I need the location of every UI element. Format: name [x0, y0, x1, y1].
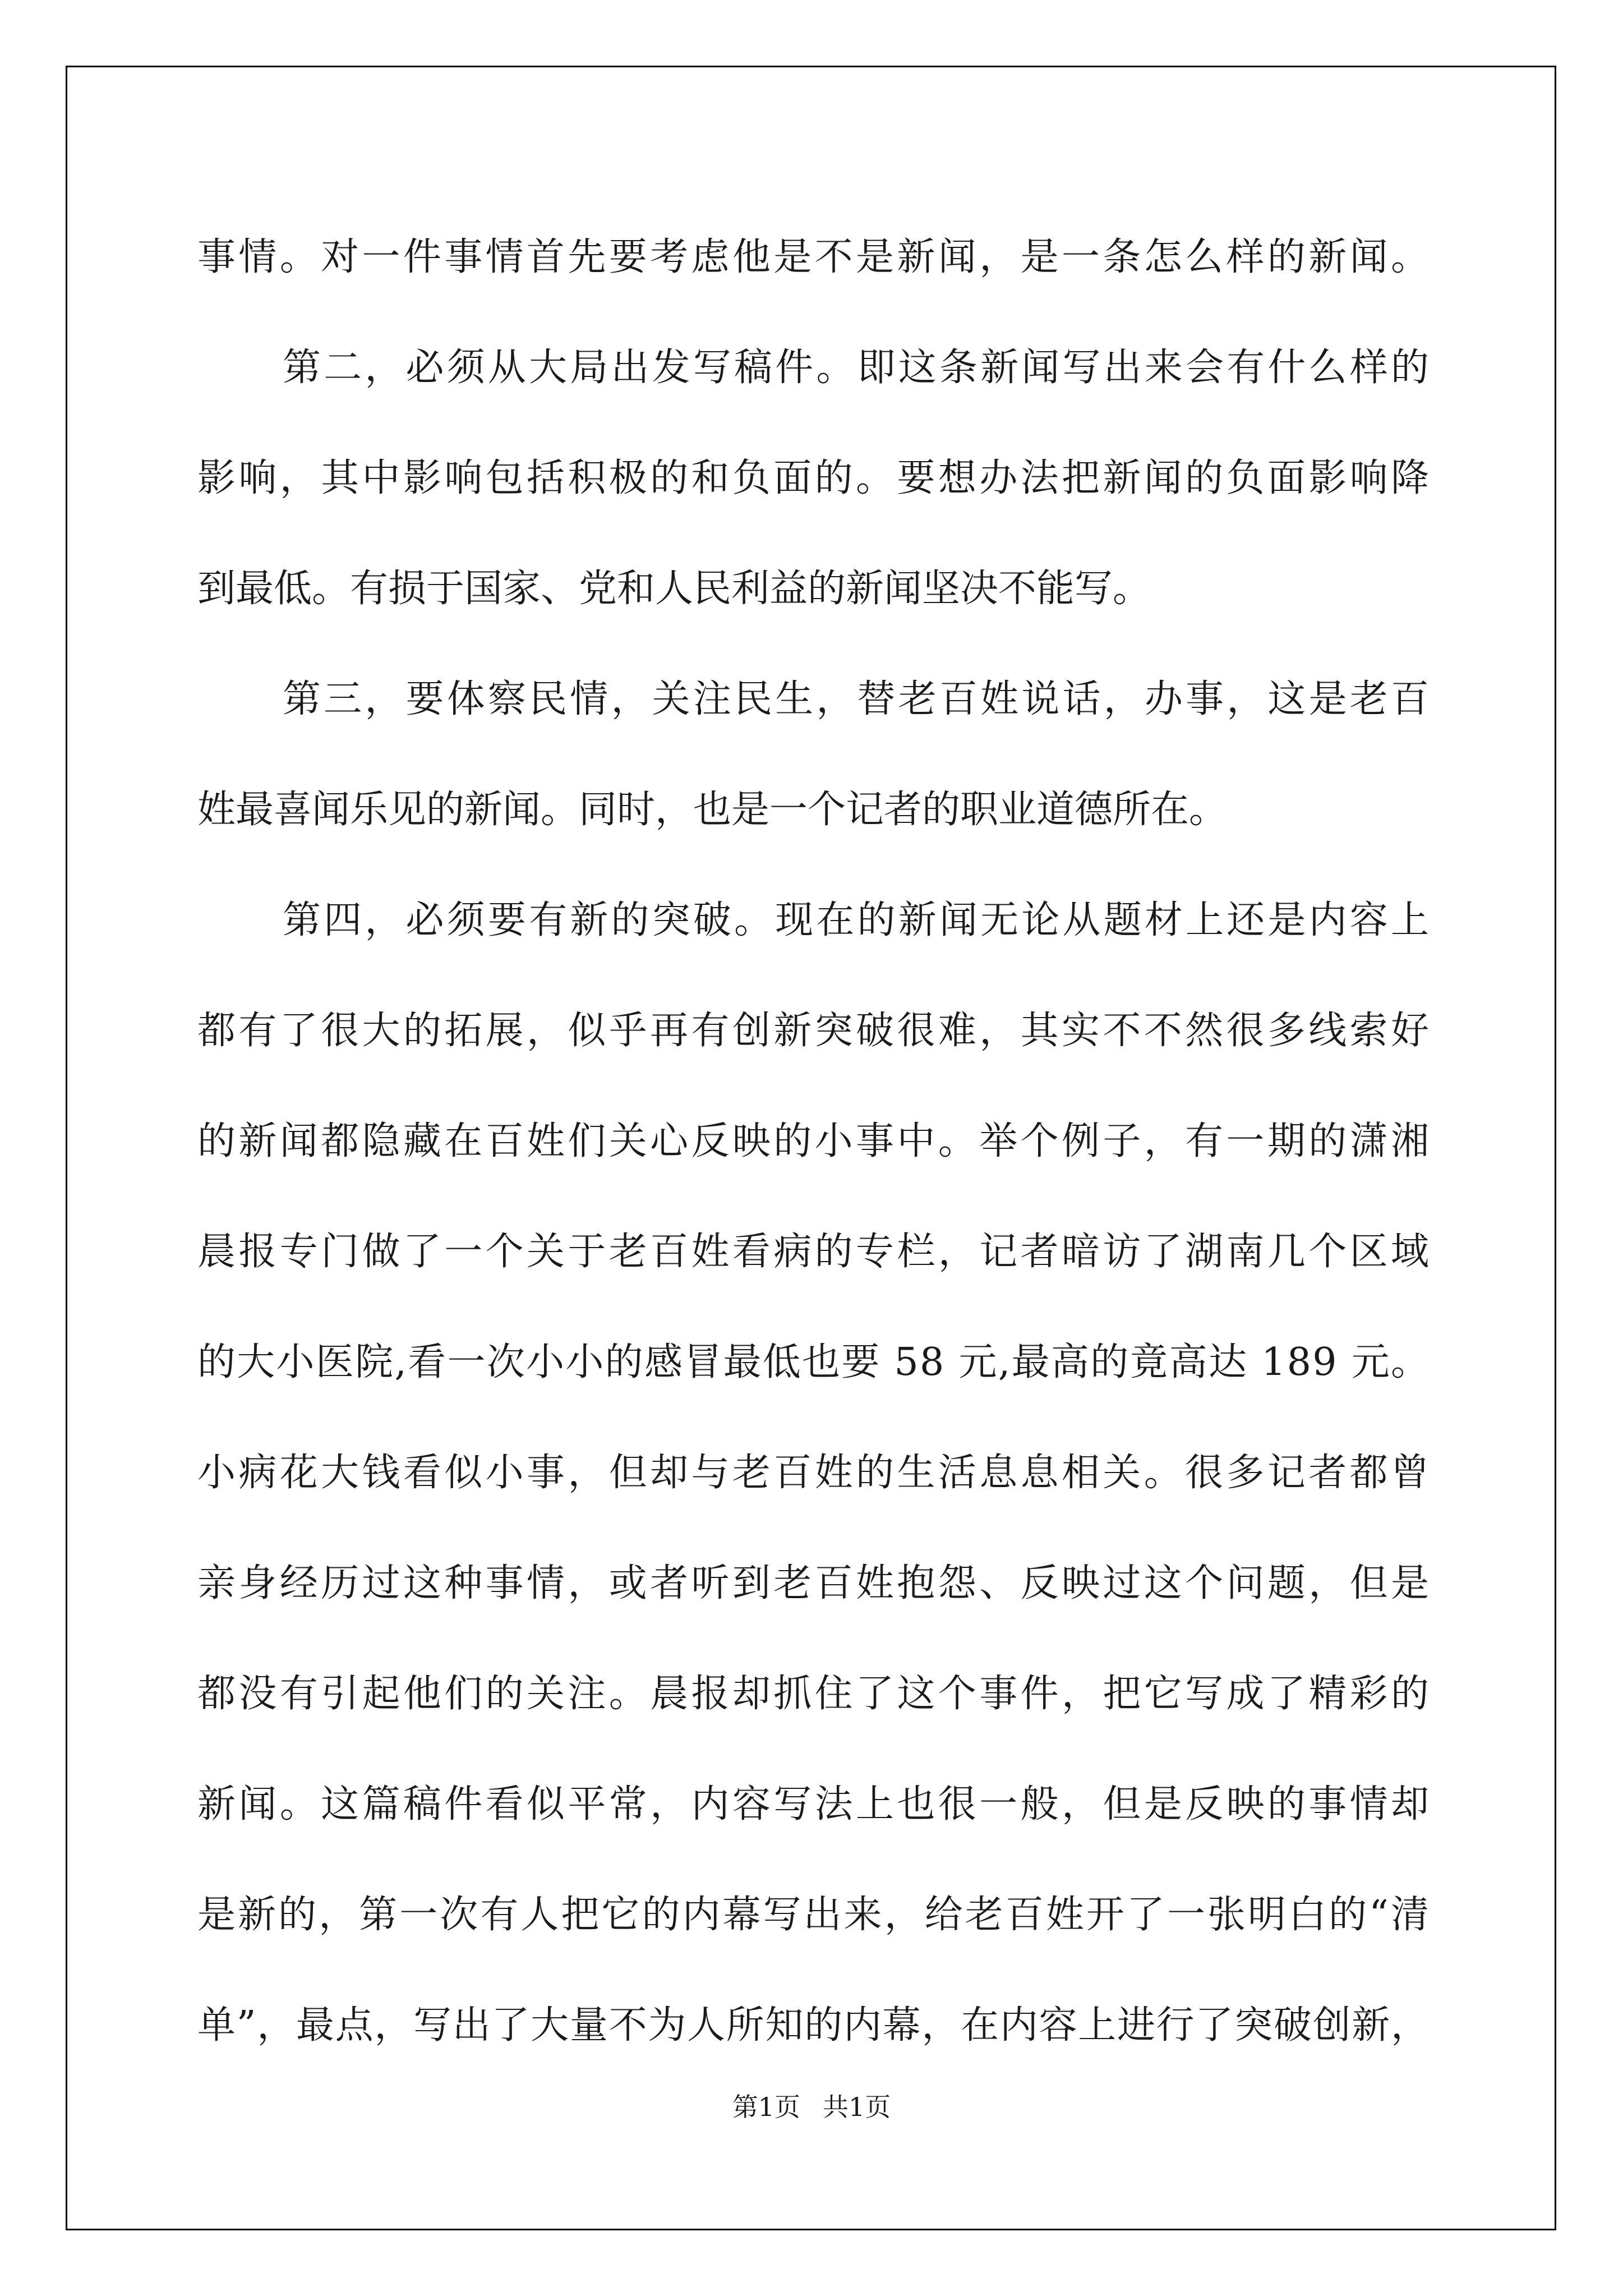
- text-line: 影响，其中影响包括积极的和负面的。要想办法把新闻的负面影响降: [197, 456, 1432, 500]
- page-total: 共1页: [823, 2092, 891, 2122]
- text-line: 亲身经历过这种事情，或者听到老百姓抱怨、反映过这个问题，但是: [197, 1561, 1432, 1605]
- text-line: 第二，必须从大局出发写稿件。即这条新闻写出来会有什么样的: [283, 346, 1432, 390]
- text-line: 第四，必须要有新的突破。现在的新闻无论从题材上还是内容上: [283, 898, 1432, 942]
- text-line: 都有了很大的拓展，似乎再有创新突破很难，其实不不然很多线索好: [197, 1009, 1432, 1053]
- page-footer: [0, 2087, 1623, 2124]
- text-line: 晨报专门做了一个关于老百姓看病的专栏，记者暗访了湖南几个区域: [197, 1230, 1432, 1274]
- text-line: 都没有引起他们的关注。晨报却抓住了这个事件，把它写成了精彩的: [197, 1672, 1432, 1716]
- text-line: 到最低。有损于国家、党和人民利益的新闻坚决不能写。: [197, 567, 1151, 611]
- text-line: 新闻。这篇稿件看似平常，内容写法上也很一般，但是反映的事情却: [197, 1782, 1432, 1826]
- text-line: 姓最喜闻乐见的新闻。同时，也是一个记者的职业道德所在。: [197, 788, 1228, 832]
- text-line: 的新闻都隐藏在百姓们关心反映的小事中。举个例子，有一期的潇湘: [197, 1119, 1432, 1163]
- text-line: 小病花大钱看似小事，但却与老百姓的生活息息相关。很多记者都曾: [197, 1451, 1432, 1495]
- text-line: 事情。对一件事情首先要考虑他是不是新闻，是一条怎么样的新闻。: [197, 235, 1432, 279]
- document-body: [197, 202, 1432, 2081]
- text-line: 单”，最点，写出了大量不为人所知的内幕，在内容上进行了突破创新，: [197, 2003, 1430, 2047]
- page-number: 第1页: [732, 2092, 800, 2122]
- text-line: 第三，要体察民情，关注民生，替老百姓说话，办事，这是老百: [283, 677, 1432, 721]
- text-line: 是新的，第一次有人把它的内幕写出来，给老百姓开了一张明白的“清: [197, 1893, 1432, 1937]
- text-line: 的大小医院,看一次小小的感冒最低也要 58 元,最高的竟高达 189 元。: [197, 1340, 1431, 1384]
